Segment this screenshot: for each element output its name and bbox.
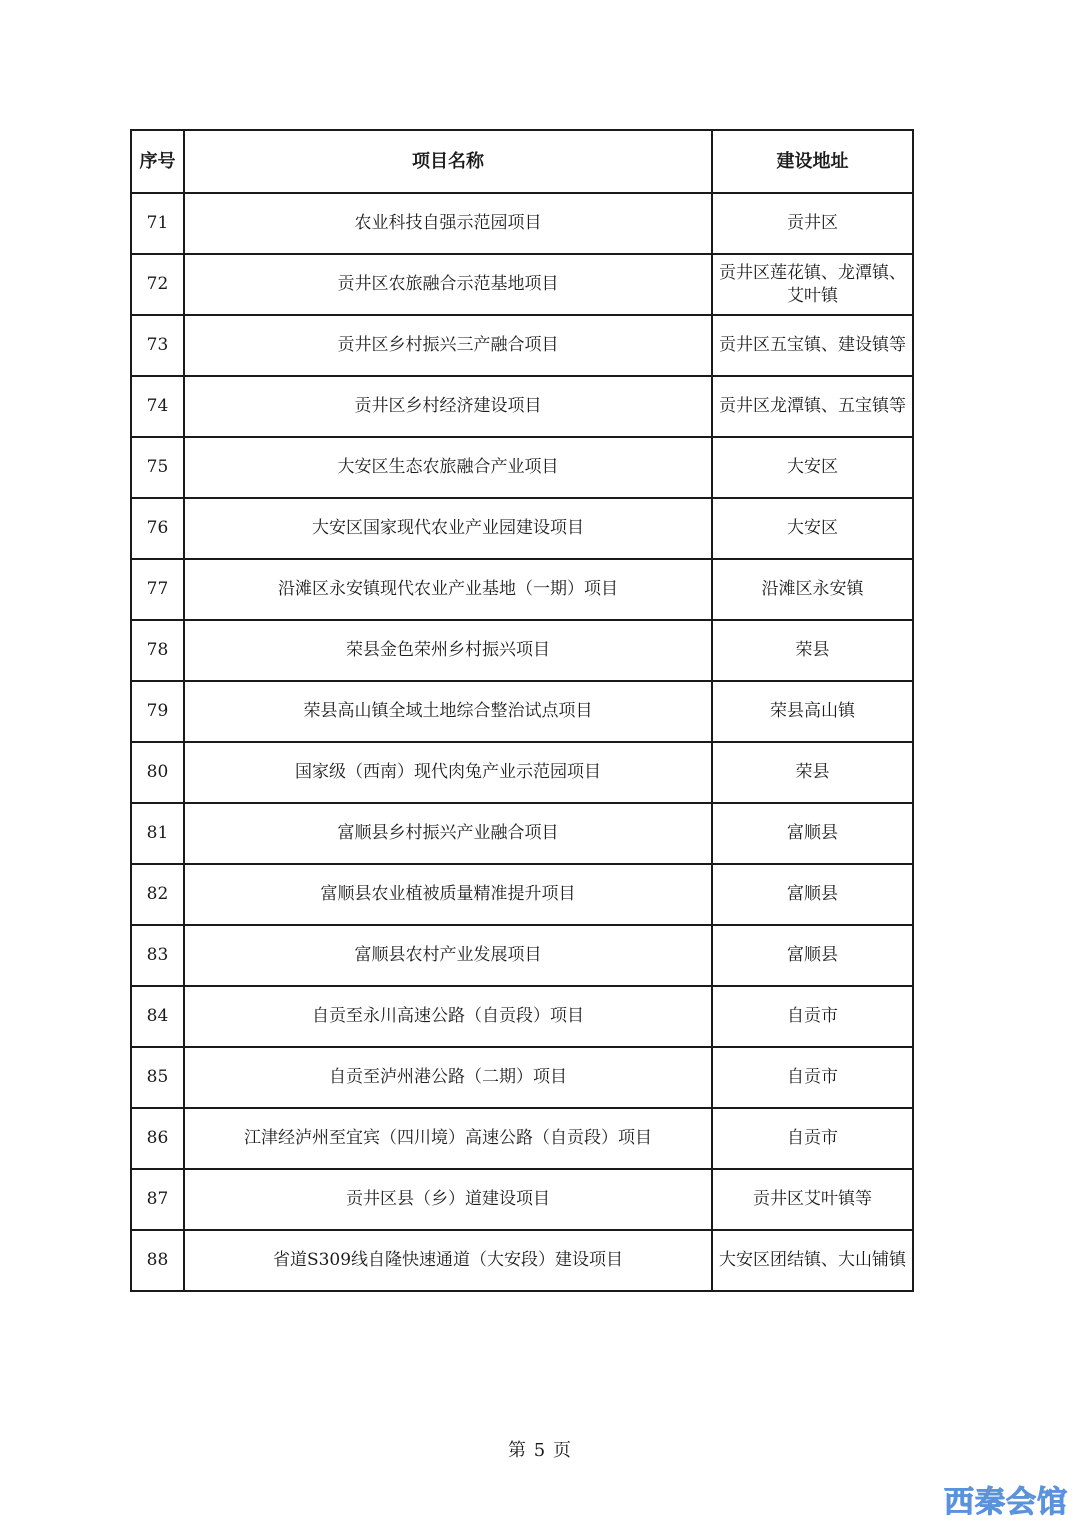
cell-project-name: 富顺县农业植被质量精准提升项目 xyxy=(184,864,712,925)
cell-address: 大安区团结镇、大山铺镇 xyxy=(712,1230,913,1291)
header-index: 序号 xyxy=(131,130,184,193)
table-row xyxy=(131,254,913,315)
cell-index: 77 xyxy=(131,559,184,620)
header-project-name: 项目名称 xyxy=(184,130,712,193)
table-row xyxy=(131,742,913,803)
cell-project-name: 荣县高山镇全域土地综合整治试点项目 xyxy=(184,681,712,742)
cell-index: 74 xyxy=(131,376,184,437)
page-number: 第 5 页 xyxy=(508,1440,572,1461)
cell-project-name: 自贡至泸州港公路（二期）项目 xyxy=(184,1047,712,1108)
cell-address: 贡井区莲花镇、龙潭镇、艾叶镇 xyxy=(712,254,913,315)
cell-address: 自贡市 xyxy=(712,1108,913,1169)
cell-project-name: 自贡至永川高速公路（自贡段）项目 xyxy=(184,986,712,1047)
cell-address: 自贡市 xyxy=(712,986,913,1047)
cell-address: 贡井区 xyxy=(712,193,913,254)
table-body xyxy=(131,193,913,1291)
cell-index: 82 xyxy=(131,864,184,925)
cell-project-name: 贡井区县（乡）道建设项目 xyxy=(184,1169,712,1230)
cell-index: 84 xyxy=(131,986,184,1047)
cell-project-name: 富顺县农村产业发展项目 xyxy=(184,925,712,986)
cell-index: 81 xyxy=(131,803,184,864)
cell-address: 大安区 xyxy=(712,498,913,559)
table-row xyxy=(131,376,913,437)
cell-index: 88 xyxy=(131,1230,184,1291)
header-address: 建设地址 xyxy=(712,130,913,193)
table-row xyxy=(131,193,913,254)
cell-index: 85 xyxy=(131,1047,184,1108)
cell-project-name: 贡井区乡村经济建设项目 xyxy=(184,376,712,437)
table-row xyxy=(131,803,913,864)
table-row xyxy=(131,559,913,620)
table-row xyxy=(131,1169,913,1230)
table-header xyxy=(131,130,913,193)
cell-address: 大安区 xyxy=(712,437,913,498)
table-row xyxy=(131,864,913,925)
cell-project-name: 农业科技自强示范园项目 xyxy=(184,193,712,254)
cell-index: 80 xyxy=(131,742,184,803)
watermark-logo: 西秦会馆 xyxy=(944,1485,1068,1520)
table-row xyxy=(131,1108,913,1169)
table-row xyxy=(131,986,913,1047)
cell-index: 86 xyxy=(131,1108,184,1169)
cell-index: 76 xyxy=(131,498,184,559)
cell-project-name: 江津经泸州至宜宾（四川境）高速公路（自贡段）项目 xyxy=(184,1108,712,1169)
cell-address: 贡井区龙潭镇、五宝镇等 xyxy=(712,376,913,437)
cell-index: 78 xyxy=(131,620,184,681)
table-row xyxy=(131,1047,913,1108)
cell-project-name: 国家级（西南）现代肉兔产业示范园项目 xyxy=(184,742,712,803)
cell-index: 72 xyxy=(131,254,184,315)
table-row xyxy=(131,1230,913,1291)
cell-address: 荣县高山镇 xyxy=(712,681,913,742)
table-row xyxy=(131,437,913,498)
cell-project-name: 大安区国家现代农业产业园建设项目 xyxy=(184,498,712,559)
cell-index: 73 xyxy=(131,315,184,376)
cell-index: 83 xyxy=(131,925,184,986)
cell-address: 贡井区艾叶镇等 xyxy=(712,1169,913,1230)
cell-index: 71 xyxy=(131,193,184,254)
cell-address: 富顺县 xyxy=(712,864,913,925)
table-header-row xyxy=(131,130,913,193)
cell-project-name: 荣县金色荣州乡村振兴项目 xyxy=(184,620,712,681)
cell-address: 贡井区五宝镇、建设镇等 xyxy=(712,315,913,376)
cell-address: 沿滩区永安镇 xyxy=(712,559,913,620)
cell-index: 75 xyxy=(131,437,184,498)
table-row xyxy=(131,620,913,681)
table-row xyxy=(131,681,913,742)
project-table xyxy=(130,129,914,1292)
cell-project-name: 贡井区乡村振兴三产融合项目 xyxy=(184,315,712,376)
table-row xyxy=(131,498,913,559)
cell-project-name: 大安区生态农旅融合产业项目 xyxy=(184,437,712,498)
cell-index: 87 xyxy=(131,1169,184,1230)
cell-project-name: 沿滩区永安镇现代农业产业基地（一期）项目 xyxy=(184,559,712,620)
cell-address: 荣县 xyxy=(712,620,913,681)
cell-index: 79 xyxy=(131,681,184,742)
cell-project-name: 富顺县乡村振兴产业融合项目 xyxy=(184,803,712,864)
table-row xyxy=(131,315,913,376)
cell-address: 富顺县 xyxy=(712,925,913,986)
cell-address: 富顺县 xyxy=(712,803,913,864)
cell-address: 自贡市 xyxy=(712,1047,913,1108)
cell-project-name: 省道S309线自隆快速通道（大安段）建设项目 xyxy=(184,1230,712,1291)
cell-address: 荣县 xyxy=(712,742,913,803)
cell-project-name: 贡井区农旅融合示范基地项目 xyxy=(184,254,712,315)
table-row xyxy=(131,925,913,986)
